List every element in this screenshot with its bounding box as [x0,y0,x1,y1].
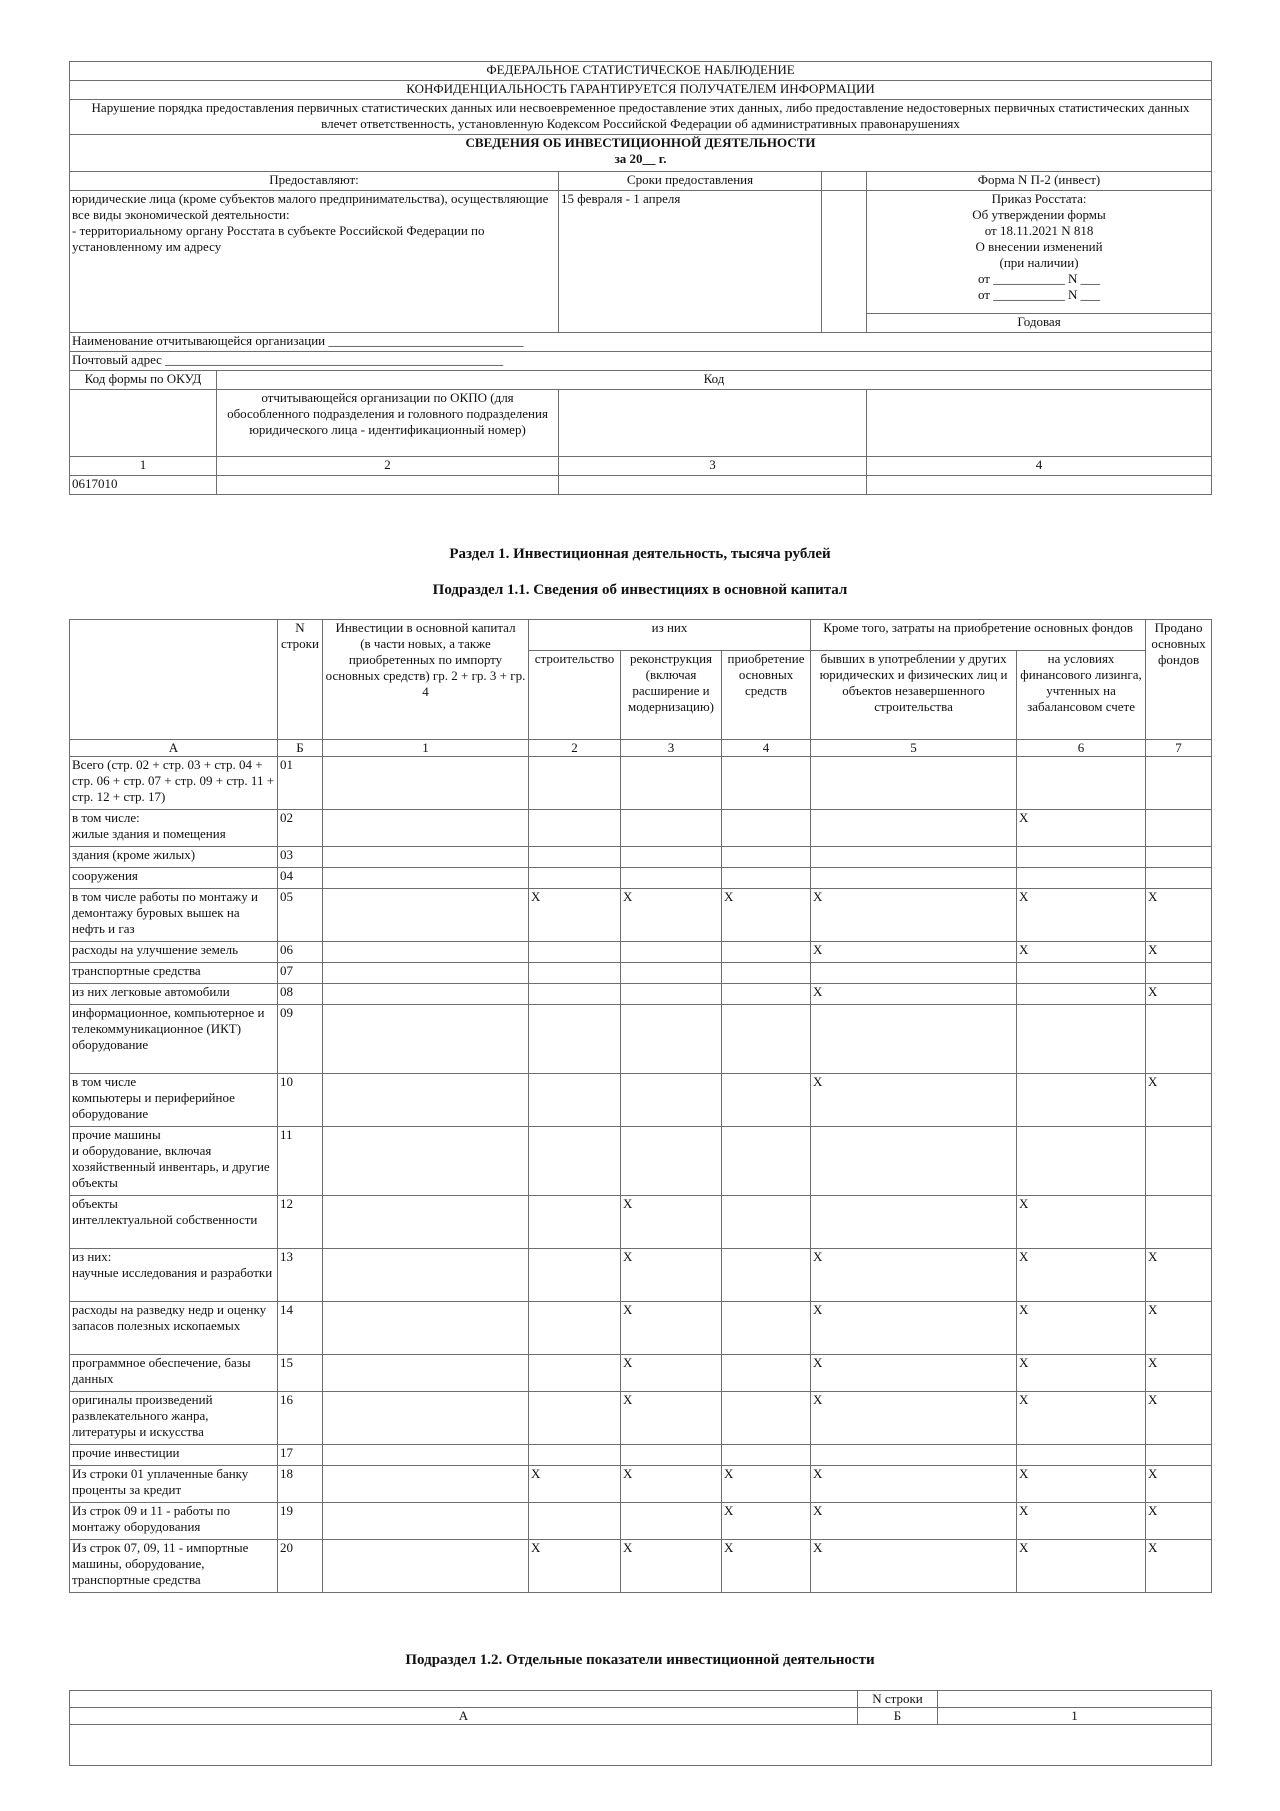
not-applicable-cell: X [1146,1392,1212,1445]
value-cell[interactable] [722,1355,811,1392]
table-row [70,1540,1212,1593]
value-cell[interactable] [722,1127,811,1196]
not-applicable-cell: X [621,1540,722,1593]
value-cell[interactable] [323,810,529,847]
row-label: сооружения [70,868,278,889]
value-cell[interactable] [529,963,621,984]
value-cell[interactable] [621,1074,722,1127]
header-row-number: N строки [278,620,323,740]
not-applicable-cell: X [1017,1302,1146,1355]
value-cell[interactable] [722,1196,811,1249]
value-cell[interactable] [722,984,811,1005]
federal-observation-line: ФЕДЕРАЛЬНОЕ СТАТИСТИЧЕСКОЕ НАБЛЮДЕНИЕ [70,62,1212,81]
value-cell[interactable] [1017,757,1146,810]
blank-cell [867,390,1212,457]
confidentiality-line: КОНФИДЕНЦИАЛЬНОСТЬ ГАРАНТИРУЕТСЯ ПОЛУЧАТЕЛЕМ ИНФОРМАЦИИ [70,81,1212,100]
col-num: 3 [621,740,722,757]
org-name-field[interactable]: Наименование отчитывающейся организации ______________________________ [70,333,1212,352]
not-applicable-cell: X [811,1503,1017,1540]
table-row [70,1355,1212,1392]
not-applicable-cell: X [1017,1540,1146,1593]
blank-cell [559,390,867,457]
header-blank [70,620,278,740]
value-cell[interactable] [529,1127,621,1196]
value-cell[interactable] [1146,810,1212,847]
header-acquisition: приобретение основных средств [722,651,811,740]
okud-value: 0617010 [70,476,217,495]
value-cell[interactable] [323,1466,529,1503]
table-row [70,1302,1212,1355]
value-cell[interactable] [621,1005,722,1074]
row-number: 17 [278,1445,323,1466]
value-cell[interactable] [1017,984,1146,1005]
value-cell[interactable] [722,1445,811,1466]
not-applicable-cell: X [722,1540,811,1593]
value-cell[interactable] [621,868,722,889]
not-applicable-cell: X [722,1503,811,1540]
value-cell[interactable] [722,1005,811,1074]
investments-table-body [70,757,1212,1593]
row-label: прочие инвестиции [70,1445,278,1466]
value-cell[interactable] [529,942,621,963]
not-applicable-cell: X [811,1249,1017,1302]
table-row [70,1466,1212,1503]
value-cell[interactable] [811,810,1017,847]
code-value-field[interactable] [559,476,867,495]
col-1: 1 [938,1708,1212,1725]
col-a: А [70,1708,858,1725]
row-label: объекты интеллектуальной собственности [70,1196,278,1249]
row-number: 06 [278,942,323,963]
value-cell[interactable] [529,1355,621,1392]
row-label: транспортные средства [70,963,278,984]
table-row [70,1503,1212,1540]
not-applicable-cell: X [1017,942,1146,963]
table-row [70,942,1212,963]
col-num: А [70,740,278,757]
row-number: 10 [278,1074,323,1127]
value-cell[interactable] [621,810,722,847]
value-cell[interactable] [1017,1074,1146,1127]
not-applicable-cell: X [621,889,722,942]
table-row [70,847,1212,868]
value-cell[interactable] [323,1355,529,1392]
row-number: 01 [278,757,323,810]
row-number: 14 [278,1302,323,1355]
row-label: из них: научные исследования и разработки [70,1249,278,1302]
not-applicable-cell: X [722,1466,811,1503]
deadline-text: 15 февраля - 1 апреля [559,191,822,333]
not-applicable-cell: X [1146,984,1212,1005]
postal-address-field[interactable]: Почтовый адрес ____________________________________________________ [70,352,1212,371]
value-cell[interactable] [1146,1445,1212,1466]
subsection-1-2-title: Подраздел 1.2. Отдельные показатели инвестиционной деятельности [405,1652,875,1668]
indicators-blank-row [70,1725,1212,1766]
value-cell[interactable] [323,1503,529,1540]
value-cell[interactable] [1017,963,1146,984]
not-applicable-cell: X [1146,1249,1212,1302]
value-cell[interactable] [811,1005,1017,1074]
table-row [70,1005,1212,1074]
order-text: Приказ Росстата: Об утверждении формы от 18.11.2021 N 818 О внесении изменений (при наличии) от ___________ N ___ от ___________ N ___ [867,191,1212,314]
value-cell[interactable] [811,1196,1017,1249]
value-cell[interactable] [323,1074,529,1127]
not-applicable-cell: X [621,1392,722,1445]
value-cell[interactable] [811,963,1017,984]
okpo-label: отчитывающейся организации по ОКПО (для обособленного подразделения и головного подразделения юридического лица - идентификационный номер) [217,390,559,457]
value-cell[interactable] [621,942,722,963]
value-cell[interactable] [1146,1127,1212,1196]
section-1-title: Раздел 1. Инвестиционная деятельность, тысяча рублей [449,546,831,562]
value-cell[interactable] [722,868,811,889]
value-cell[interactable] [529,1196,621,1249]
form-title: СВЕДЕНИЯ ОБ ИНВЕСТИЦИОННОЙ ДЕЯТЕЛЬНОСТИ [465,135,816,150]
okpo-value-field[interactable] [217,476,559,495]
value-cell[interactable] [323,1249,529,1302]
annual-label: Годовая [867,314,1212,333]
not-applicable-cell: X [621,1466,722,1503]
table-row [70,1074,1212,1127]
col-num: 4 [722,740,811,757]
value-cell[interactable] [529,1445,621,1466]
subsection-1-1-title: Подраздел 1.1. Сведения об инвестициях в основной капитал [432,582,848,598]
row-label: в том числе компьютеры и периферийное оборудование [70,1074,278,1127]
value-cell[interactable] [323,847,529,868]
not-applicable-cell: X [1017,1196,1146,1249]
row-number: 13 [278,1249,323,1302]
value-cell[interactable] [529,757,621,810]
not-applicable-cell: X [1146,1540,1212,1593]
table-row [70,889,1212,942]
value-cell[interactable] [323,757,529,810]
value-cell[interactable] [1146,963,1212,984]
row-label: Из строк 07, 09, 11 - импортные машины, оборудование, транспортные средства [70,1540,278,1593]
not-applicable-cell: X [1146,1074,1212,1127]
not-applicable-cell: X [621,1249,722,1302]
col-num-1: 1 [70,457,217,476]
header-investments: Инвестиции в основной капитал (в части новых, а также приобретенных по импорту основных средств) гр. 2 + гр. 3 + гр. 4 [323,620,529,740]
table-row [70,1392,1212,1445]
row-number: 15 [278,1355,323,1392]
not-applicable-cell: X [621,1302,722,1355]
value-cell[interactable] [323,984,529,1005]
not-applicable-cell: X [1146,1466,1212,1503]
value-cell[interactable] [529,1503,621,1540]
providers-header: Предоставляют: [70,172,559,191]
header-reconstruction: реконструкция (включая расширение и модернизацию) [621,651,722,740]
value-cell[interactable] [811,1127,1017,1196]
value-cell[interactable] [323,889,529,942]
not-applicable-cell: X [1146,1302,1212,1355]
value-cell[interactable] [323,1005,529,1074]
value-cell[interactable] [529,1005,621,1074]
col-num: 6 [1017,740,1146,757]
col-num: 2 [529,740,621,757]
row-label: Из строки 01 уплаченные банку проценты за кредит [70,1466,278,1503]
table-row [70,984,1212,1005]
table-row [70,757,1212,810]
row-number: 05 [278,889,323,942]
value-cell[interactable] [323,1445,529,1466]
not-applicable-cell: X [811,889,1017,942]
header-leasing: на условиях финансового лизинга, учтенных на забалансовом счете [1017,651,1146,740]
value-cell[interactable] [621,847,722,868]
value-cell[interactable] [1017,1127,1146,1196]
form-number-header: Форма N П-2 (инвест) [867,172,1212,191]
not-applicable-cell: X [621,1196,722,1249]
not-applicable-cell: X [811,1302,1017,1355]
not-applicable-cell: X [811,942,1017,963]
row-label: Всего (стр. 02 + стр. 03 + стр. 04 + стр. 06 + стр. 07 + стр. 09 + стр. 11 + стр. 12 + стр. 17) [70,757,278,810]
row-number: 18 [278,1466,323,1503]
value-cell[interactable] [811,868,1017,889]
table-row [70,1445,1212,1466]
deadlines-header: Сроки предоставления [559,172,822,191]
not-applicable-cell: X [621,1355,722,1392]
col-num-3: 3 [559,457,867,476]
header-blank [938,1691,1212,1708]
value-cell[interactable] [323,1540,529,1593]
value-cell[interactable] [323,1196,529,1249]
value-cell[interactable] [811,757,1017,810]
row-label: оригиналы произведений развлекательного жанра, литературы и искусства [70,1392,278,1445]
table-row [70,1249,1212,1302]
code-value-field[interactable] [867,476,1212,495]
not-applicable-cell: X [1017,1355,1146,1392]
value-cell[interactable] [323,942,529,963]
not-applicable-cell: X [811,984,1017,1005]
row-label: в том числе: жилые здания и помещения [70,810,278,847]
col-num: 1 [323,740,529,757]
value-cell[interactable] [1017,868,1146,889]
value-cell[interactable] [1017,1445,1146,1466]
not-applicable-cell: X [1017,1466,1146,1503]
row-label: расходы на разведку недр и оценку запасов полезных ископаемых [70,1302,278,1355]
not-applicable-cell: X [811,1074,1017,1127]
value-cell[interactable] [621,963,722,984]
value-cell[interactable] [1146,847,1212,868]
col-num: 7 [1146,740,1212,757]
row-number: 07 [278,963,323,984]
value-cell[interactable] [529,868,621,889]
row-label: информационное, компьютерное и телекоммуникационное (ИКТ) оборудование [70,1005,278,1074]
value-cell[interactable] [722,810,811,847]
not-applicable-cell: X [1146,889,1212,942]
col-num: 5 [811,740,1017,757]
value-cell[interactable] [722,1249,811,1302]
indicators-table [69,1690,1212,1766]
col-num-2: 2 [217,457,559,476]
not-applicable-cell: X [529,1466,621,1503]
value-cell[interactable] [621,1445,722,1466]
not-applicable-cell: X [722,889,811,942]
providers-text: юридические лица (кроме субъектов малого предпринимательства), осуществляющие все виды экономической деятельности: - территориальному органу Росстата в субъекте Российской Федерации по установленному им адресу [70,191,559,333]
not-applicable-cell: X [811,1392,1017,1445]
value-cell[interactable] [722,1302,811,1355]
row-number: 09 [278,1005,323,1074]
value-cell[interactable] [1017,1005,1146,1074]
value-cell[interactable] [722,847,811,868]
header-of-them: из них [529,620,811,651]
table-row [70,868,1212,889]
value-cell[interactable] [323,1127,529,1196]
header-construction: строительство [529,651,621,740]
row-label: прочие машины и оборудование, включая хозяйственный инвентарь, и другие объекты [70,1127,278,1196]
not-applicable-cell: X [529,1540,621,1593]
value-cell[interactable] [1017,847,1146,868]
table-row [70,810,1212,847]
blank-cell [822,172,867,191]
header-row-number: N строки [858,1691,938,1708]
liability-warning: Нарушение порядка предоставления первичных статистических данных или несвоевременное предоставление этих данных, либо предоставление недостоверных первичных статистических данных влечет ответственность, установленную Кодексом Российской Федерации об административных правонарушениях [70,100,1212,135]
value-cell[interactable] [529,847,621,868]
value-cell[interactable] [323,868,529,889]
table-row [70,963,1212,984]
value-cell[interactable] [722,757,811,810]
row-label: Из строк 09 и 11 - работы по монтажу оборудования [70,1503,278,1540]
row-number: 12 [278,1196,323,1249]
row-label: из них легковые автомобили [70,984,278,1005]
form-period: за 20__ г. [614,151,667,166]
form-header-table [69,61,1212,495]
not-applicable-cell: X [1017,1249,1146,1302]
not-applicable-cell: X [1017,889,1146,942]
value-cell[interactable] [621,757,722,810]
value-cell[interactable] [811,1445,1017,1466]
value-cell[interactable] [621,1127,722,1196]
row-number: 03 [278,847,323,868]
value-cell[interactable] [722,963,811,984]
value-cell[interactable] [529,984,621,1005]
row-number: 19 [278,1503,323,1540]
row-number: 08 [278,984,323,1005]
value-cell[interactable] [722,1074,811,1127]
code-label: Код [217,371,1212,390]
value-cell[interactable] [323,1302,529,1355]
value-cell[interactable] [722,942,811,963]
value-cell[interactable] [1146,1005,1212,1074]
header-blank [70,1691,858,1708]
blank-cell [70,390,217,457]
blank-cell [822,191,867,333]
header-sold: Продано основных фондов [1146,620,1212,740]
form-title-cell [70,135,1212,172]
row-number: 11 [278,1127,323,1196]
value-cell[interactable] [529,1392,621,1445]
not-applicable-cell: X [1017,810,1146,847]
value-cell[interactable] [722,1392,811,1445]
not-applicable-cell: X [1146,1503,1212,1540]
value-cell[interactable] [1146,1196,1212,1249]
not-applicable-cell: X [529,889,621,942]
not-applicable-cell: X [811,1466,1017,1503]
value-cell[interactable] [1146,868,1212,889]
value-cell[interactable] [529,810,621,847]
header-besides: Кроме того, затраты на приобретение основных фондов [811,620,1146,651]
value-cell[interactable] [811,847,1017,868]
header-used: бывших в употреблении у других юридических и физических лиц и объектов незавершенного строительства [811,651,1017,740]
value-cell[interactable] [1146,757,1212,810]
value-cell[interactable] [529,1249,621,1302]
col-b: Б [858,1708,938,1725]
not-applicable-cell: X [811,1540,1017,1593]
not-applicable-cell: X [1017,1503,1146,1540]
value-cell[interactable] [529,1074,621,1127]
not-applicable-cell: X [1146,1355,1212,1392]
table-row [70,1196,1212,1249]
row-number: 02 [278,810,323,847]
value-cell[interactable] [323,963,529,984]
not-applicable-cell: X [811,1355,1017,1392]
not-applicable-cell: X [1017,1392,1146,1445]
col-num-4: 4 [867,457,1212,476]
col-num: Б [278,740,323,757]
row-label: в том числе работы по монтажу и демонтажу буровых вышек на нефть и газ [70,889,278,942]
table-row [70,1127,1212,1196]
value-cell[interactable] [529,1302,621,1355]
row-number: 20 [278,1540,323,1593]
row-label: здания (кроме жилых) [70,847,278,868]
row-label: расходы на улучшение земель [70,942,278,963]
value-cell[interactable] [621,984,722,1005]
row-number: 16 [278,1392,323,1445]
value-cell[interactable] [323,1392,529,1445]
row-number: 04 [278,868,323,889]
investments-table [69,619,1212,1593]
row-label: программное обеспечение, базы данных [70,1355,278,1392]
okud-label: Код формы по ОКУД [70,371,217,390]
value-cell[interactable] [621,1503,722,1540]
not-applicable-cell: X [1146,942,1212,963]
